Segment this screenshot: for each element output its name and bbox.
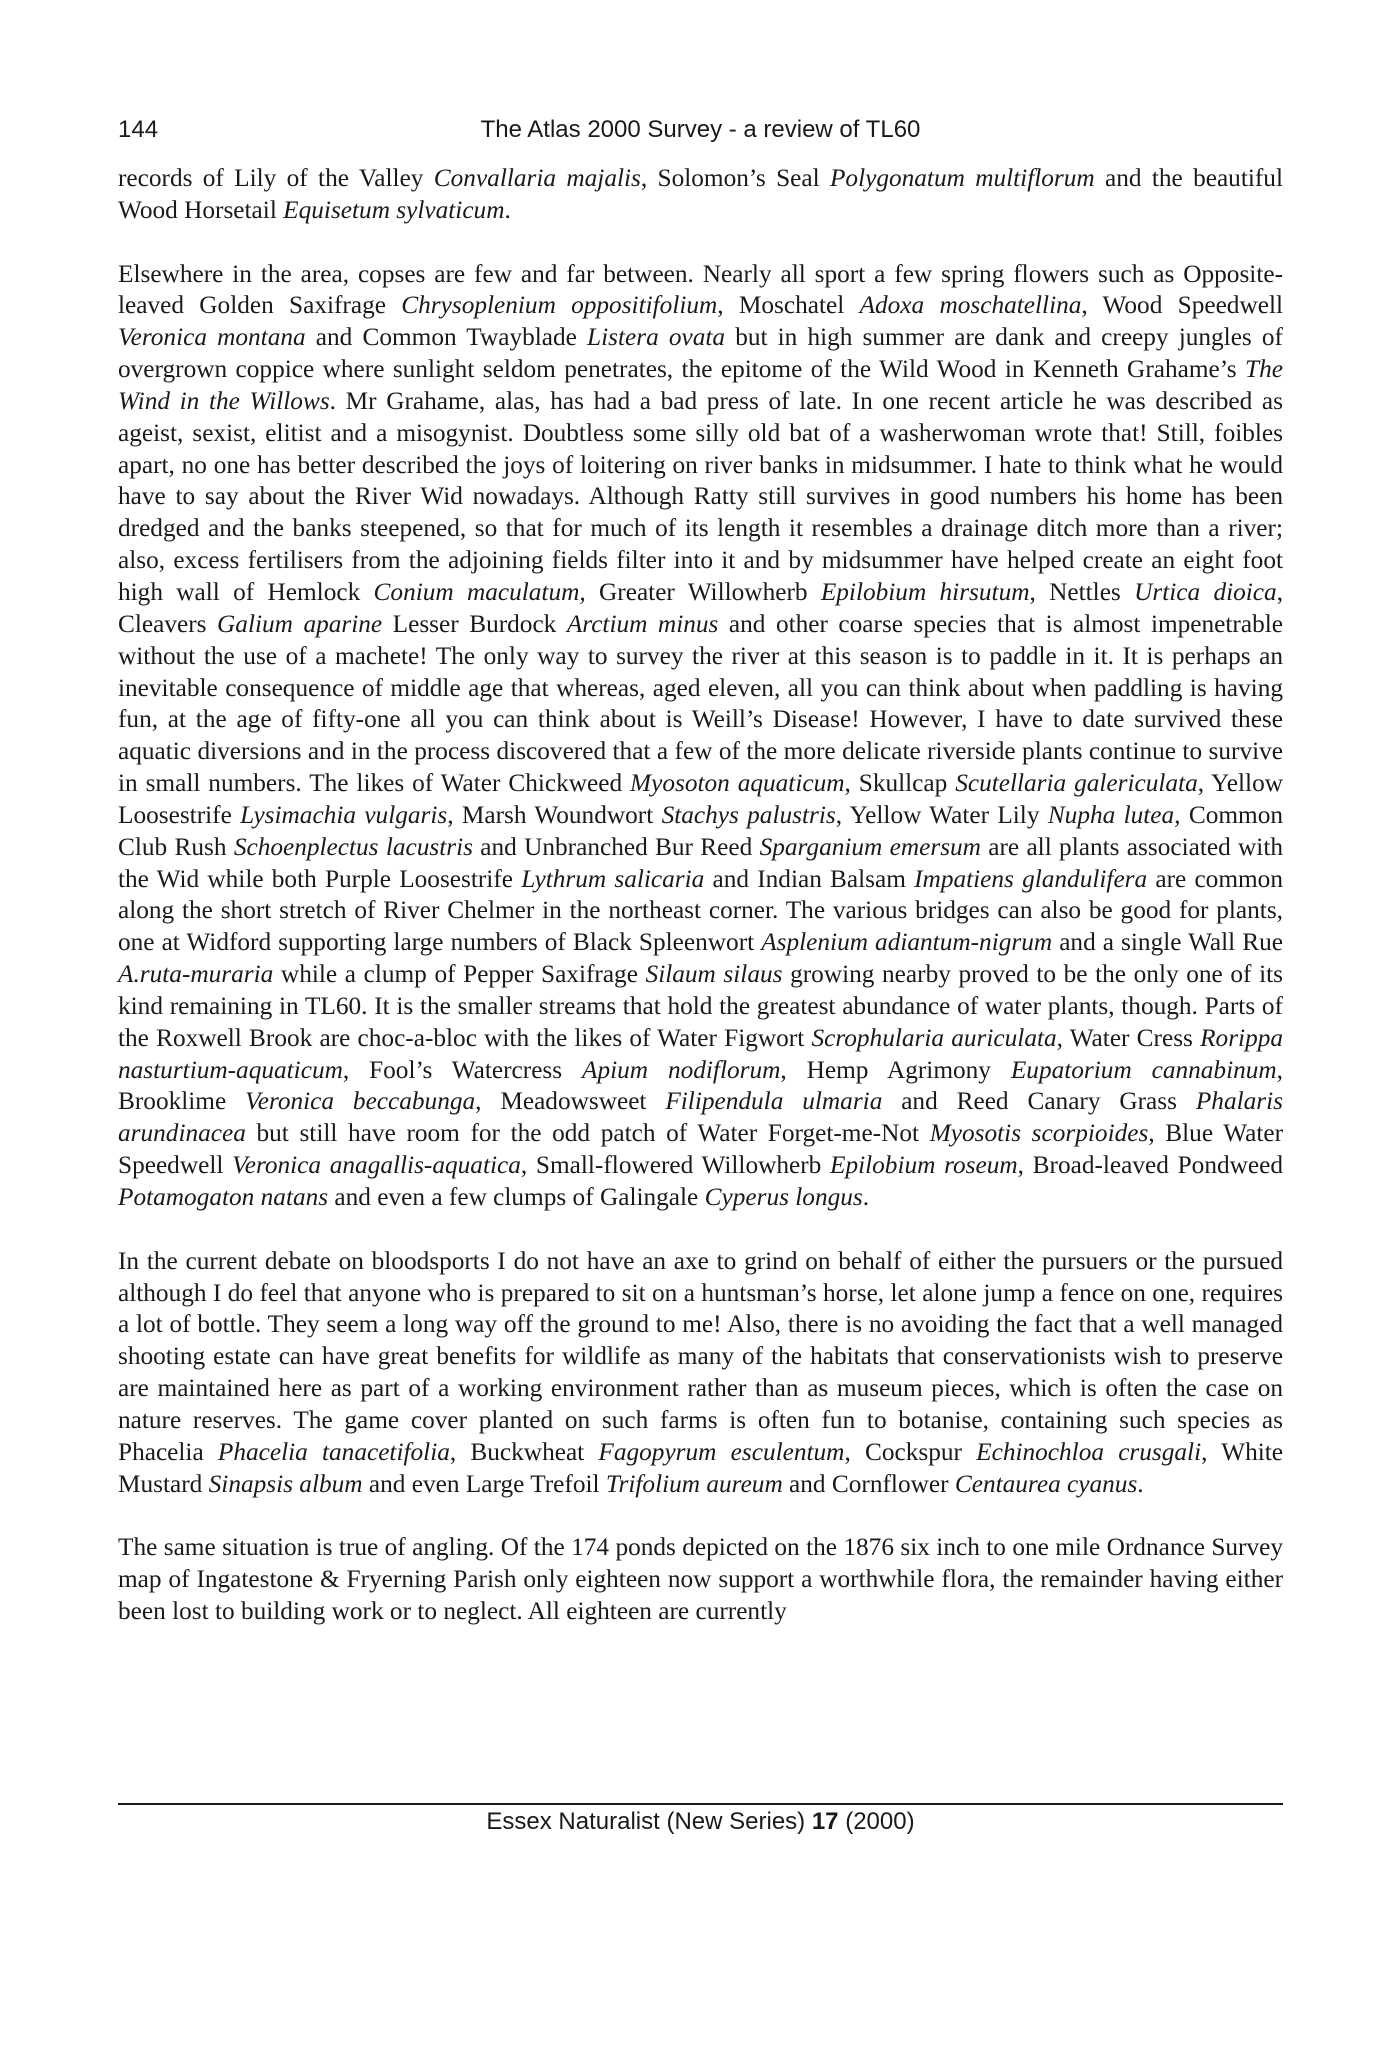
journal-name: Essex Naturalist (New Series): [486, 1808, 812, 1835]
species-name: Conium maculatum,: [373, 577, 586, 606]
text-run: , Skullcap: [844, 769, 956, 798]
text-run: . Mr Grahame, alas, has had a bad press of late. In one recent article he was described as ageist, sexist, elitist and a misogynist. Doubtless some silly old bat of a washerwoman wrote that! Still, foibles apart, no one has better described the joys of loitering on river banks in midsummer. I hate to think what he would have to say about the River Wid nowadays. Although Ratty still survives in good numbers his home has been dredged and the banks steepened, so that for much of its length it resembles a drainage ditch more than a river; also, excess fertilisers from the adjoining fields filter into it and by midsummer have helped create an eight foot high wall of Hemlock: [118, 386, 1283, 606]
species-name: Nupha lutea,: [1047, 800, 1181, 829]
species-name: A.ruta-muraria: [118, 960, 274, 989]
page-footer: [118, 1808, 1283, 1836]
text-run: , Meadowsweet: [475, 1087, 666, 1116]
text-run: , Wood Speedwell: [1081, 291, 1284, 320]
paragraph: [118, 1246, 1283, 1501]
species-name: Eupatorium cannabinum: [1010, 1055, 1277, 1084]
species-name: Chrysoplenium oppositifolium: [401, 291, 718, 320]
species-name: Arctium minus: [566, 609, 719, 638]
text-run: Lesser Burdock: [382, 609, 567, 638]
species-name: Impatiens glandulifera: [914, 864, 1148, 893]
text-run: and even Large Trefoil: [362, 1469, 606, 1498]
species-name: Equisetum sylvaticum: [283, 195, 505, 224]
text-run: , Hemp Agrimony: [780, 1055, 1011, 1084]
species-name: Stachys palustris: [661, 800, 836, 829]
text-run: , Blue Water Speedwell: [118, 1119, 1283, 1180]
text-run: but still have room for the odd patch of Water Forget-me-Not: [245, 1119, 930, 1148]
page-number: 144: [118, 116, 159, 143]
species-name: Veronica montana: [118, 323, 306, 352]
paragraph: [118, 1532, 1283, 1628]
species-name: Myosotis scorpioides: [929, 1119, 1149, 1148]
text-run: growing nearby proved to be the only one of its kind remaining in TL60. It is the smaller streams that hold the greatest abundance of water plants, though. Parts of the Roxwell Brook are choc-a-bloc with the likes of Water Figwort: [118, 960, 1283, 1052]
running-title: The Atlas 2000 Survey - a review of TL60: [480, 116, 921, 143]
text-run: , Small-flowered Willowherb: [520, 1151, 830, 1180]
text-run: and Common Twayblade: [305, 323, 588, 352]
text-run: are common along the short stretch of River Chelmer in the northeast corner. The various bridges can also be good for plants, one at Widford supporting large numbers of Black Spleenwort: [118, 864, 1283, 957]
species-name: Epilobium hirsutum: [820, 577, 1030, 606]
species-name: Galium aparine: [217, 609, 383, 638]
paragraph: [118, 163, 1283, 227]
species-name: Polygonatum multiflorum: [829, 164, 1095, 192]
text-run: while a clump of Pepper Saxifrage: [273, 960, 646, 989]
text-run: records of Lily of the Valley: [118, 164, 434, 192]
text-run: , Cockspur: [844, 1437, 977, 1466]
species-name: Lythrum salicaria: [521, 864, 705, 893]
publication-year: (2000): [838, 1808, 915, 1835]
text-run: , Solomon’s Seal: [640, 164, 830, 192]
text-run: and Reed Canary Grass: [882, 1087, 1196, 1116]
species-name: Potamogaton natans: [118, 1183, 329, 1211]
species-name: Phalaris arundinacea: [118, 1087, 1283, 1148]
text-run: , Brooklime: [118, 1055, 1283, 1116]
text-run: , Fool’s Watercress: [342, 1055, 583, 1084]
species-name: Fagopyrum esculentum: [598, 1437, 845, 1466]
text-run: , Yellow Water Lily: [835, 800, 1048, 829]
paragraph: [118, 259, 1283, 1214]
species-name: Convallaria majalis: [433, 164, 641, 192]
species-name: Trifolium aureum: [605, 1469, 783, 1498]
page-header: [118, 116, 1283, 152]
species-name: Adoxa moschatellina: [859, 291, 1082, 320]
species-name: Sinapsis album: [208, 1469, 363, 1498]
species-name: Filipendula ulmaria: [665, 1087, 883, 1116]
footer-rule: [118, 1803, 1283, 1805]
text-run: .: [504, 195, 511, 224]
text-run: Common Club Rush: [118, 800, 1284, 861]
text-run: and even a few clumps of Galingale: [328, 1183, 705, 1211]
text-run: and Indian Balsam: [704, 864, 915, 893]
species-name: The Wind in the Willows: [118, 355, 1283, 415]
text-run: , Buckwheat: [449, 1437, 599, 1466]
text-run: Greater Willowherb: [585, 577, 821, 606]
text-run: but in high summer are dank and creepy jungles of overgrown coppice where sunlight seldom penetrates, the epitome of the Wild Wood in Kenneth Grahame’s: [118, 323, 1283, 384]
species-name: Veronica anagallis-aquatica: [232, 1151, 521, 1180]
species-name: Scutellaria galericulata: [955, 769, 1198, 798]
text-run: In the current debate on bloodsports I do not have an axe to grind on behalf of either the pursuers or the pursued although I do feel that anyone who is prepared to sit on a huntsman’s horse, let alone jump a fence on one, requires a lot of bottle. They seem a long way off the ground to me! Also, there is no avoiding the fact that a well managed shooting estate can have great benefits for wildlife as many of the habitats that conservationists wish to preserve are maintained here as part of a working environment rather than as museum pieces, which is often the case on nature reserves. The game cover planted on such farms is often fun to botanise, containing such species as Phacelia: [118, 1246, 1283, 1466]
species-name: Cyperus longus: [704, 1183, 863, 1211]
text-run: .: [1137, 1469, 1144, 1498]
article-body: [118, 163, 1283, 1628]
text-run: , Nettles: [1029, 577, 1135, 606]
species-name: Rorippa nasturtium-aquaticum: [118, 1023, 1284, 1084]
species-name: Listera ovata: [587, 323, 726, 352]
species-name: Sparganium emersum: [759, 832, 981, 861]
species-name: Asplenium adiantum-nigrum: [761, 928, 1053, 957]
species-name: Urtica dioica: [1134, 577, 1277, 606]
species-name: Lysimachia vulgaris: [240, 800, 448, 829]
text-run: , Yellow Loosestrife: [118, 769, 1283, 829]
species-name: Scrophularia auriculata,: [811, 1023, 1063, 1052]
text-run: , Marsh Woundwort: [447, 800, 662, 829]
text-run: and Cornflower: [782, 1469, 955, 1498]
text-run: The same situation is true of angling. Of the 174 ponds depicted on the 1876 six inch to one mile Ordnance Survey map of Ingatestone & Fryerning Parish only eighteen now support a worthwhile flora, the remainder having either been lost to building work or to neglect. All eighteen are currently: [118, 1533, 1283, 1625]
species-name: Epilobium roseum: [830, 1151, 1018, 1180]
species-name: Silaum silaus: [645, 960, 783, 989]
text-run: .: [862, 1183, 870, 1211]
species-name: Phacelia tanacetifolia: [217, 1437, 450, 1466]
text-run: and Unbranched Bur Reed: [472, 832, 760, 861]
species-name: Myosoton aquaticum: [630, 769, 845, 798]
species-name: Veronica beccabunga: [245, 1087, 476, 1116]
text-run: and other coarse species that is almost impenetrable without the use of a machete! The only way to survey the river at this season is to paddle in it. It is perhaps an inevitable consequence of middle age that whereas, aged eleven, all you can think about when paddling is having fun, at the age of fifty-one all you can think about is Weill’s Disease! However, I have to date survived these aquatic diversions and in the process discovered that a few of the more delicate riverside plants continue to survive in small numbers. The likes of Water Chickweed: [118, 609, 1283, 798]
text-run: are all plants associated with the Wid while both Purple Loosestrife: [118, 832, 1284, 893]
text-run: , Cleavers: [118, 577, 1284, 638]
text-run: and a single Wall Rue: [1052, 928, 1283, 957]
text-run: Water Cress: [1062, 1023, 1201, 1052]
species-name: Echinochloa crusgali: [976, 1437, 1202, 1466]
species-name: Schoenplectus lacustris: [233, 832, 473, 861]
species-name: Apium nodiflorum: [582, 1055, 781, 1084]
text-run: , Broad-leaved Pondweed: [1017, 1151, 1283, 1180]
text-run: , Moschatel: [717, 291, 860, 320]
species-name: Centaurea cyanus: [954, 1469, 1138, 1498]
text-run: Elsewhere in the area, copses are few and far between. Nearly all sport a few spring flowers such as Opposite-leaved Golden Saxifrage: [118, 259, 1283, 320]
text-run: and the beautiful Wood Horsetail: [118, 164, 1283, 224]
volume-number: 17: [811, 1808, 839, 1835]
text-run: , White Mustard: [118, 1437, 1283, 1498]
